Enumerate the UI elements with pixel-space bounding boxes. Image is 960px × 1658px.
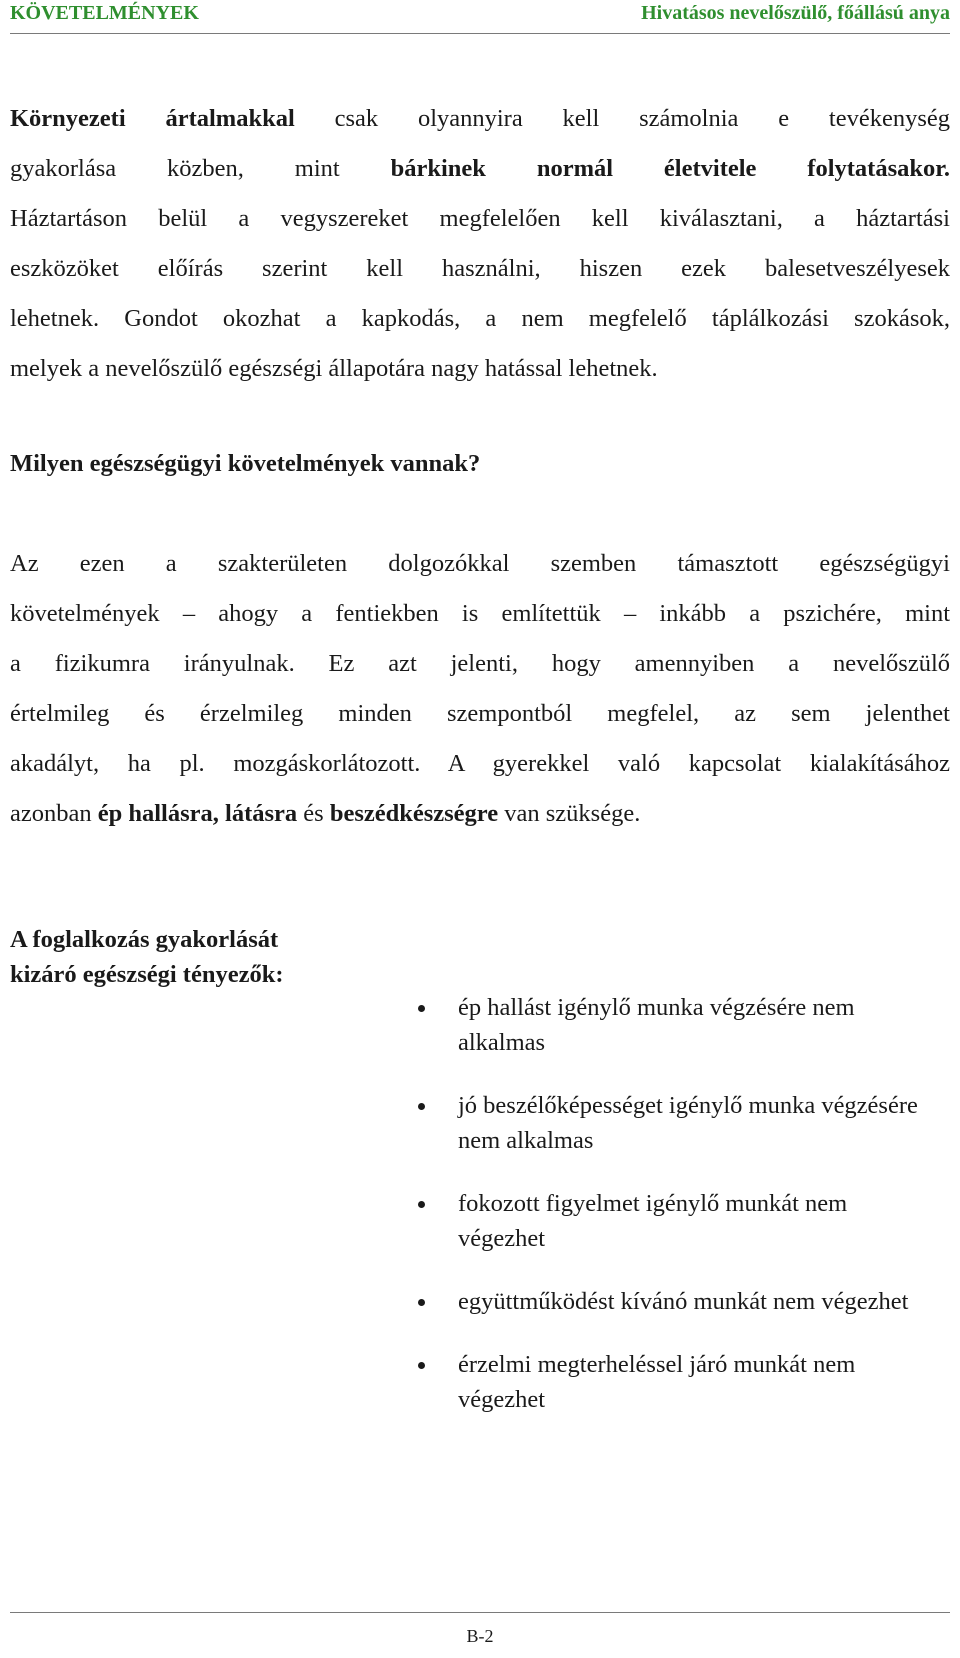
list-item-text: ép hallást igénylő munka végzésére nem alkalmas: [458, 994, 855, 1056]
section-heading: Milyen egészségügyi követelmények vannak?: [10, 450, 481, 477]
text-run: csak olyannyira kell számolnia e tevékenység: [294, 105, 951, 132]
list-item-text: jó beszélőképességet igénylő munka végzésére nem alkalmas: [458, 1092, 918, 1154]
bullet-icon: [418, 1201, 425, 1208]
bullet-icon: [418, 1362, 425, 1369]
page-header: [10, 2, 950, 28]
text-run: van szüksége.: [498, 800, 641, 827]
header-document-title: Hivatásos nevelőszülő, főállású anya: [641, 2, 950, 24]
paragraph-line: követelmények – ahogy a fentiekben is említettük – inkább a pszichére, mint: [10, 600, 950, 627]
bullet-icon: [418, 1005, 425, 1012]
paragraph-line: lehetnek. Gondot okozhat a kapkodás, a nem megfelelő táplálkozási szokások,: [10, 305, 950, 332]
header-divider: [10, 33, 950, 34]
paragraph-health-requirements: [10, 539, 950, 839]
bold-phrase: bárkinek normál életvitele folytatásakor.: [390, 155, 950, 182]
bullet-icon: [418, 1299, 425, 1306]
paragraph-line: melyek a nevelőszülő egészségi állapotára nagy hatással lehetnek.: [10, 355, 658, 382]
paragraph-line: [10, 789, 950, 839]
paragraph-line: [10, 144, 950, 194]
list-item: [400, 1088, 960, 1158]
paragraph-line: Az ezen a szakterületen dolgozókkal szemben támasztott egészségügyi: [10, 550, 950, 577]
list-item-text: együttműködést kívánó munkát nem végezhet: [458, 1288, 909, 1315]
text-run: azonban: [10, 800, 98, 827]
bold-phrase: beszédkészségre: [329, 800, 499, 827]
list-item: [400, 1347, 960, 1417]
footer-divider: [10, 1612, 950, 1613]
list-item: [400, 990, 960, 1060]
list-item-text: érzelmi megterheléssel járó munkát nem végezhet: [458, 1351, 856, 1413]
heading-line: A foglalkozás gyakorlását: [10, 926, 279, 953]
bold-phrase: Környezeti ártalmakkal: [10, 105, 295, 132]
bullet-icon: [418, 1103, 425, 1110]
paragraph-line: eszközöket előírás szerint kell használni, hiszen ezek balesetveszélyesek: [10, 255, 950, 282]
paragraph-line: Háztartáson belül a vegyszereket megfelelően kell kiválasztani, a háztartási: [10, 205, 950, 232]
page-number: B-2: [466, 1626, 494, 1646]
list-item: [400, 1186, 960, 1256]
paragraph-line: értelmileg és érzelmileg minden szempontból megfelel, az sem jelenthet: [10, 700, 950, 727]
exclusion-factors-list: [400, 990, 960, 1445]
exclusion-factors-heading: [10, 922, 370, 992]
text-run: és: [297, 800, 330, 827]
paragraph-line: akadályt, ha pl. mozgáskorlátozott. A gyerekkel való kapcsolat kialakításához: [10, 750, 950, 777]
bold-phrase: ép hallásra, látásra: [97, 800, 298, 827]
text-run: gyakorlása közben, mint: [10, 155, 391, 182]
paragraph-environmental-hazards: [10, 94, 950, 394]
paragraph-line: a fizikumra irányulnak. Ez azt jelenti, hogy amennyiben a nevelőszülő: [10, 650, 950, 677]
header-section-title: KÖVETELMÉNYEK: [10, 2, 199, 24]
list-item-text: fokozott figyelmet igénylő munkát nem végezhet: [458, 1190, 848, 1252]
list-item: [400, 1284, 960, 1319]
paragraph-line: [10, 94, 950, 144]
heading-line: kizáró egészségi tényezők:: [10, 961, 284, 988]
